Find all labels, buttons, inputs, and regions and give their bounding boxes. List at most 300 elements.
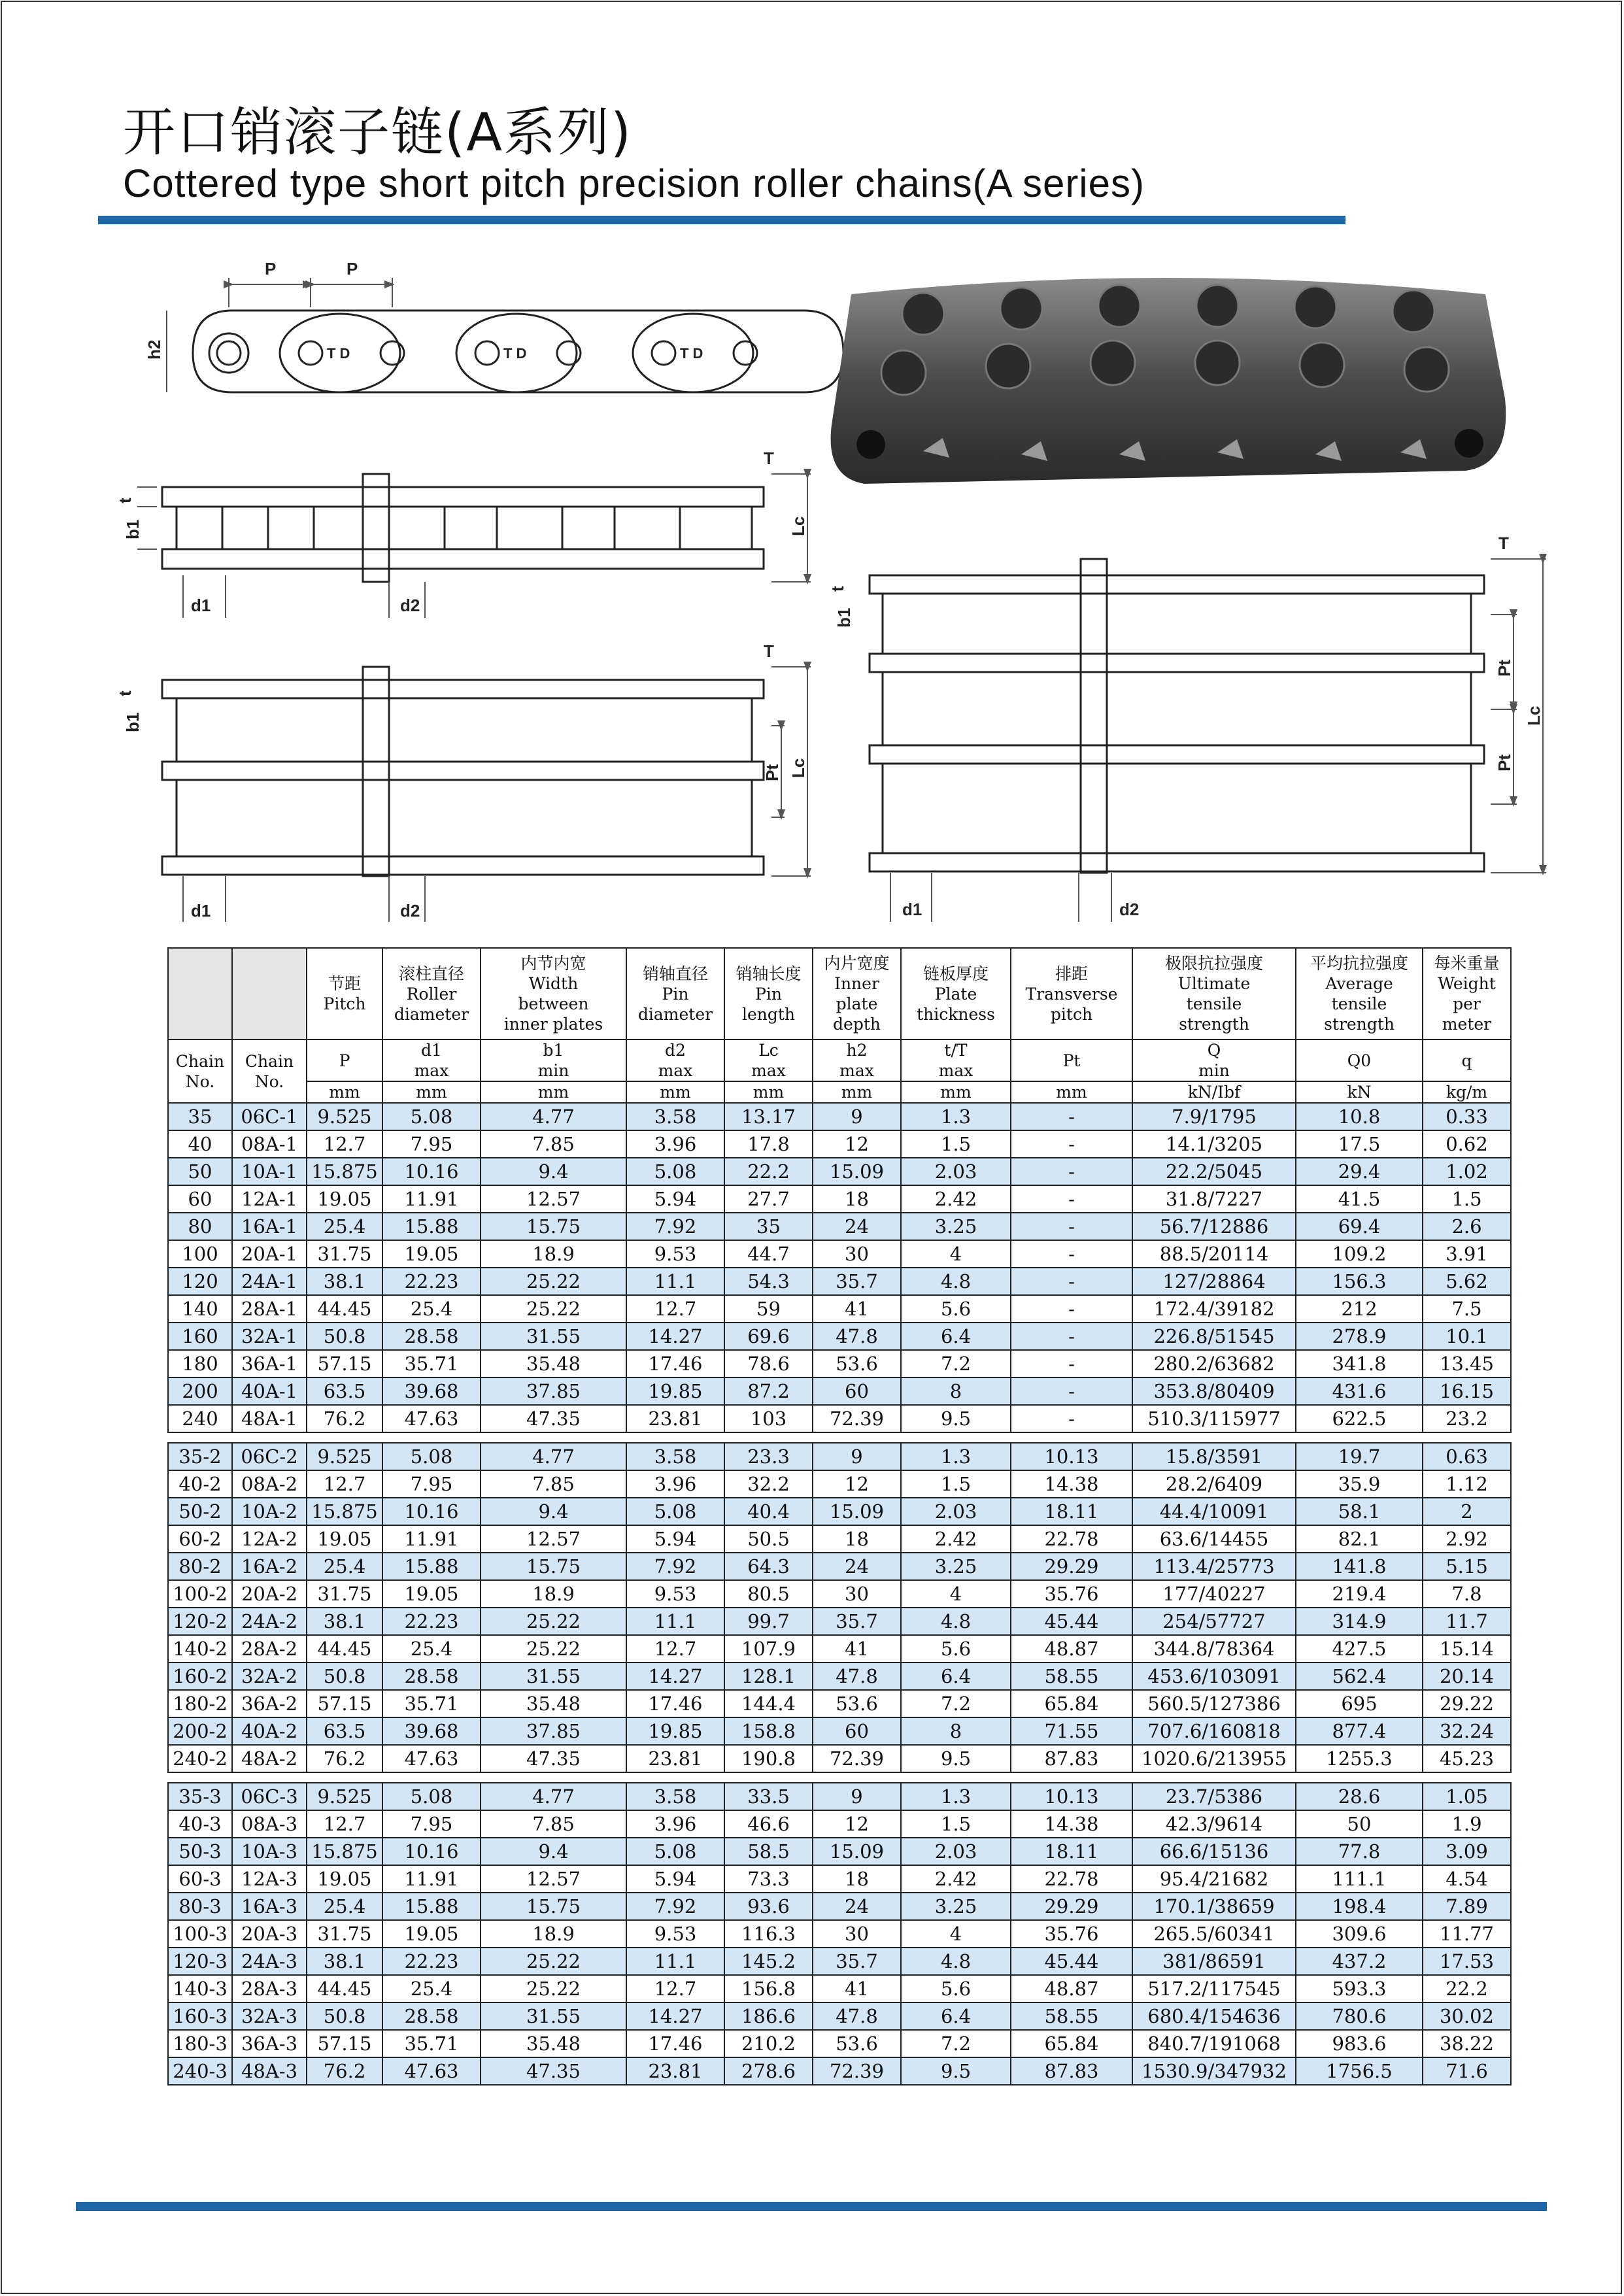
label-d2-3: d2	[1119, 900, 1140, 919]
label-t2: t	[115, 690, 135, 696]
table-cell: 37.85	[481, 1377, 626, 1405]
table-cell: 35	[168, 1103, 232, 1130]
table-cell: 10.8	[1296, 1103, 1423, 1130]
table-cell: 7.8	[1423, 1580, 1511, 1608]
table-cell: 9.525	[307, 1443, 382, 1470]
table-cell: 18	[813, 1525, 901, 1553]
table-cell: 120-2	[168, 1608, 232, 1635]
chain-photo	[825, 268, 1518, 503]
footer-bar	[76, 2202, 1547, 2211]
table-cell: 31.55	[481, 1663, 626, 1690]
table-row	[168, 1130, 1511, 1158]
table-cell: 31.55	[481, 2002, 626, 2030]
table-cell: 9.4	[481, 1838, 626, 1865]
table-cell: 30.02	[1423, 2002, 1511, 2030]
table-cell: 20A-1	[232, 1240, 307, 1268]
table-cell: 1.5	[1423, 1185, 1511, 1213]
table-cell: -	[1011, 1103, 1132, 1130]
table-cell: 23.81	[626, 1405, 724, 1432]
table-cell: 240-2	[168, 1745, 232, 1772]
table-cell: 3.91	[1423, 1240, 1511, 1268]
table-cell: 10A-1	[232, 1158, 307, 1185]
table-cell: -	[1011, 1295, 1132, 1323]
table-cell: 29.29	[1011, 1893, 1132, 1920]
table-cell: 20.14	[1423, 1663, 1511, 1690]
table-cell: 200-2	[168, 1717, 232, 1745]
table-cell: 58.55	[1011, 1663, 1132, 1690]
table-cell: 7.85	[481, 1810, 626, 1838]
label-t1: t	[115, 498, 135, 503]
label-d1-3: d1	[902, 900, 922, 919]
table-cell: 6.4	[901, 1323, 1011, 1350]
table-cell: 2.6	[1423, 1213, 1511, 1240]
table-cell: 22.2/5045	[1132, 1158, 1296, 1185]
table-cell: 19.05	[307, 1185, 382, 1213]
table-cell: 4.8	[901, 1268, 1011, 1295]
table-cell: 180-3	[168, 2030, 232, 2057]
table-cell: 10A-2	[232, 1498, 307, 1525]
table-cell: 5.08	[626, 1498, 724, 1525]
table-cell: 40-3	[168, 1810, 232, 1838]
table-cell: 44.45	[307, 1975, 382, 2002]
table-cell: 10A-3	[232, 1838, 307, 1865]
table-cell: 69.6	[724, 1323, 813, 1350]
table-cell: 5.6	[901, 1975, 1011, 2002]
table-cell: 53.6	[813, 1350, 901, 1377]
table-cell: 42.3/9614	[1132, 1810, 1296, 1838]
table-cell: 18.11	[1011, 1838, 1132, 1865]
table-cell: 08A-3	[232, 1810, 307, 1838]
table-cell: 25.4	[382, 1975, 481, 2002]
table-cell: 22.78	[1011, 1525, 1132, 1553]
table-cell: 160	[168, 1323, 232, 1350]
table-cell: 53.6	[813, 1690, 901, 1717]
table-cell: 5.08	[626, 1838, 724, 1865]
table-cell: 25.4	[307, 1893, 382, 1920]
table-cell: 48A-3	[232, 2057, 307, 2085]
table-cell: 40	[168, 1130, 232, 1158]
table-cell: 11.1	[626, 1948, 724, 1975]
table-cell: 60-2	[168, 1525, 232, 1553]
table-cell: 212	[1296, 1295, 1423, 1323]
table-cell: 22.23	[382, 1608, 481, 1635]
table-cell: 141.8	[1296, 1553, 1423, 1580]
h-pin-d: 销轴直径 Pin diameter	[626, 948, 724, 1039]
table-cell: 41	[813, 1295, 901, 1323]
table-cell: 22.2	[724, 1158, 813, 1185]
table-cell: 06C-1	[232, 1103, 307, 1130]
table-cell: 0.33	[1423, 1103, 1511, 1130]
table-cell: 5.15	[1423, 1553, 1511, 1580]
table-cell: 32A-3	[232, 2002, 307, 2030]
table-row	[168, 2002, 1511, 2030]
table-cell: 35.76	[1011, 1920, 1132, 1948]
header-symbols-row: Chain No. Chain No. P d1 max b1 min d2 max Lc max h2 max t/T max Pt Q min Q0 q	[168, 1039, 1511, 1081]
table-cell: 06C-2	[232, 1443, 307, 1470]
table-cell: 10.13	[1011, 1783, 1132, 1810]
table-cell: 35.71	[382, 2030, 481, 2057]
table-cell: 57.15	[307, 1350, 382, 1377]
table-cell: 4	[901, 1580, 1011, 1608]
table-cell: 80	[168, 1213, 232, 1240]
table-cell: 50.8	[307, 1323, 382, 1350]
table-cell: 240	[168, 1405, 232, 1432]
label-d1-2: d1	[191, 901, 211, 920]
table-cell: 15.875	[307, 1838, 382, 1865]
table-cell: 160-3	[168, 2002, 232, 2030]
table-cell: 15.88	[382, 1893, 481, 1920]
table-cell: 50.5	[724, 1525, 813, 1553]
table-cell: 35.71	[382, 1690, 481, 1717]
table-cell: 3.25	[901, 1893, 1011, 1920]
table-cell: 695	[1296, 1690, 1423, 1717]
table-cell: 35.7	[813, 1608, 901, 1635]
table-cell: 1020.6/213955	[1132, 1745, 1296, 1772]
table-cell: 156.3	[1296, 1268, 1423, 1295]
table-cell: 80-3	[168, 1893, 232, 1920]
table-cell: 36A-1	[232, 1350, 307, 1377]
table-cell: 140-2	[168, 1635, 232, 1663]
table-cell: 9.5	[901, 1745, 1011, 1772]
table-cell: 1.5	[901, 1810, 1011, 1838]
table-cell: 54.3	[724, 1268, 813, 1295]
table-cell: 1.5	[901, 1130, 1011, 1158]
table-cell: 12A-1	[232, 1185, 307, 1213]
label-T1: T	[764, 448, 774, 468]
label-d2-2: d2	[400, 901, 420, 920]
table-cell: 145.2	[724, 1948, 813, 1975]
table-cell: 314.9	[1296, 1608, 1423, 1635]
table-cell: 240-3	[168, 2057, 232, 2085]
table-cell: 50.8	[307, 2002, 382, 2030]
table-cell: 170.1/38659	[1132, 1893, 1296, 1920]
table-cell: 11.1	[626, 1608, 724, 1635]
table-cell: 9.4	[481, 1498, 626, 1525]
table-row	[168, 1377, 1511, 1405]
table-cell: 109.2	[1296, 1240, 1423, 1268]
table-cell: 78.6	[724, 1350, 813, 1377]
table-cell: 9.525	[307, 1103, 382, 1130]
table-cell: 11.7	[1423, 1608, 1511, 1635]
page-title-cn: 开口销滚子链(A系列)	[123, 102, 633, 163]
duplex-view	[162, 667, 764, 876]
table-cell: 341.8	[1296, 1350, 1423, 1377]
table-cell: 44.45	[307, 1295, 382, 1323]
table-cell: 60	[813, 1717, 901, 1745]
table-cell: 44.7	[724, 1240, 813, 1268]
table-cell: 60	[813, 1377, 901, 1405]
table-cell: 219.4	[1296, 1580, 1423, 1608]
table-cell: 1255.3	[1296, 1745, 1423, 1772]
table-cell: 7.85	[481, 1470, 626, 1498]
table-cell: 3.58	[626, 1783, 724, 1810]
table-cell: 19.05	[382, 1580, 481, 1608]
table-cell: 427.5	[1296, 1635, 1423, 1663]
table-cell: -	[1011, 1268, 1132, 1295]
table-cell: 24	[813, 1893, 901, 1920]
table-cell: 20A-2	[232, 1580, 307, 1608]
table-cell: 80-2	[168, 1553, 232, 1580]
table-cell: 1756.5	[1296, 2057, 1423, 2085]
table-cell: 0.62	[1423, 1130, 1511, 1158]
table-cell: 3.25	[901, 1213, 1011, 1240]
table-cell: 24A-3	[232, 1948, 307, 1975]
label-lc3: Lc	[1524, 705, 1544, 726]
table-row	[168, 1158, 1511, 1185]
table-cell: 517.2/117545	[1132, 1975, 1296, 2002]
table-cell: 63.5	[307, 1377, 382, 1405]
table-cell: 7.89	[1423, 1893, 1511, 1920]
h-roller: 滚柱直径 Roller diameter	[382, 948, 481, 1039]
table-row	[168, 1213, 1511, 1240]
table-cell: 65.84	[1011, 1690, 1132, 1717]
table-cell: 11.91	[382, 1185, 481, 1213]
table-cell: 17.5	[1296, 1130, 1423, 1158]
table-cell: 23.7/5386	[1132, 1783, 1296, 1810]
table-cell: 12.7	[626, 1975, 724, 2002]
table-cell: 0.63	[1423, 1443, 1511, 1470]
table-cell: 39.68	[382, 1717, 481, 1745]
table-cell: 35.48	[481, 1690, 626, 1717]
table-cell: 7.95	[382, 1130, 481, 1158]
table-cell: 30	[813, 1920, 901, 1948]
table-cell: 12A-3	[232, 1865, 307, 1893]
table-cell: 680.4/154636	[1132, 2002, 1296, 2030]
table-row	[168, 1690, 1511, 1717]
table-cell: 622.5	[1296, 1405, 1423, 1432]
table-cell: 13.45	[1423, 1350, 1511, 1377]
table-cell: 50	[1296, 1810, 1423, 1838]
table-cell: 40-2	[168, 1470, 232, 1498]
table-cell: 31.75	[307, 1920, 382, 1948]
table-cell: 100-2	[168, 1580, 232, 1608]
table-cell: 12A-2	[232, 1525, 307, 1553]
table-cell: 10.16	[382, 1498, 481, 1525]
table-cell: 63.5	[307, 1717, 382, 1745]
table-cell: 226.8/51545	[1132, 1323, 1296, 1350]
table-cell: 1.05	[1423, 1783, 1511, 1810]
table-cell: 40A-2	[232, 1717, 307, 1745]
table-cell: 12	[813, 1810, 901, 1838]
table-cell: 59	[724, 1295, 813, 1323]
table-cell: 111.1	[1296, 1865, 1423, 1893]
table-cell: 14.27	[626, 1663, 724, 1690]
side-roller	[209, 333, 248, 373]
table-cell: 66.6/15136	[1132, 1838, 1296, 1865]
table-cell: 47.35	[481, 2057, 626, 2085]
table-cell: 47.63	[382, 1405, 481, 1432]
table-cell: 100-3	[168, 1920, 232, 1948]
table-cell: 19.85	[626, 1377, 724, 1405]
table-cell: 10.16	[382, 1158, 481, 1185]
table-cell: -	[1011, 1185, 1132, 1213]
table-row	[168, 1350, 1511, 1377]
table-cell: 48A-1	[232, 1405, 307, 1432]
table-cell: 3.96	[626, 1810, 724, 1838]
h-weight: 每米重量 Weight per meter	[1423, 948, 1511, 1039]
table-cell: 4.8	[901, 1608, 1011, 1635]
h-transverse: 排距 Transverse pitch	[1011, 948, 1132, 1039]
table-cell: 113.4/25773	[1132, 1553, 1296, 1580]
table-cell: 8	[901, 1377, 1011, 1405]
table-cell: 06C-3	[232, 1783, 307, 1810]
table-cell: 23.3	[724, 1443, 813, 1470]
table-cell: 140-3	[168, 1975, 232, 2002]
table-cell: 10.1	[1423, 1323, 1511, 1350]
table-cell: 47.8	[813, 1663, 901, 1690]
table-cell: 7.92	[626, 1893, 724, 1920]
group-separator	[168, 1772, 1511, 1783]
table-cell: 309.6	[1296, 1920, 1423, 1948]
table-cell: 93.6	[724, 1893, 813, 1920]
label-d1-1: d1	[191, 596, 211, 615]
table-cell: -	[1011, 1130, 1132, 1158]
label-lc2: Lc	[788, 758, 808, 778]
table-cell: 437.2	[1296, 1948, 1423, 1975]
table-cell: 56.7/12886	[1132, 1213, 1296, 1240]
table-cell: 58.1	[1296, 1498, 1423, 1525]
table-cell: 58.55	[1011, 2002, 1132, 2030]
table-cell: 2.03	[901, 1838, 1011, 1865]
table-cell: 5.94	[626, 1185, 724, 1213]
table-cell: 80.5	[724, 1580, 813, 1608]
table-cell: 983.6	[1296, 2030, 1423, 2057]
table-cell: 2.03	[901, 1498, 1011, 1525]
table-cell: 127/28864	[1132, 1268, 1296, 1295]
table-cell: 4	[901, 1920, 1011, 1948]
table-row	[168, 1185, 1511, 1213]
table-cell: 120-3	[168, 1948, 232, 1975]
table-cell: 172.4/39182	[1132, 1295, 1296, 1323]
table-cell: 28A-3	[232, 1975, 307, 2002]
table-cell: 31.55	[481, 1323, 626, 1350]
table-cell: 7.85	[481, 1130, 626, 1158]
table-cell: 29.4	[1296, 1158, 1423, 1185]
table-cell: 103	[724, 1405, 813, 1432]
table-cell: 13.17	[724, 1103, 813, 1130]
h-chain-no: Chain No.	[168, 1039, 232, 1103]
table-cell: 22.78	[1011, 1865, 1132, 1893]
table-cell: 69.4	[1296, 1213, 1423, 1240]
table-cell: 9.53	[626, 1920, 724, 1948]
table-cell: 35.9	[1296, 1470, 1423, 1498]
table-cell: 353.8/80409	[1132, 1377, 1296, 1405]
table-cell: 08A-1	[232, 1130, 307, 1158]
table-cell: 12.57	[481, 1865, 626, 1893]
table-cell: -	[1011, 1377, 1132, 1405]
table-row	[168, 1498, 1511, 1525]
table-cell: 5.94	[626, 1865, 724, 1893]
table-cell: 344.8/78364	[1132, 1635, 1296, 1663]
table-cell: 47.8	[813, 2002, 901, 2030]
table-row	[168, 1553, 1511, 1580]
table-cell: 25.22	[481, 1948, 626, 1975]
h-width: 内节内宽 Width between inner plates	[481, 948, 626, 1039]
table-cell: 5.08	[382, 1783, 481, 1810]
spec-table	[167, 947, 1512, 2085]
table-cell: 35.7	[813, 1268, 901, 1295]
table-cell: 22.23	[382, 1948, 481, 1975]
table-cell: 1.3	[901, 1443, 1011, 1470]
table-cell: 17.53	[1423, 1948, 1511, 1975]
table-cell: 4.77	[481, 1443, 626, 1470]
table-cell: 7.95	[382, 1810, 481, 1838]
table-cell: 28A-1	[232, 1295, 307, 1323]
table-cell: 177/40227	[1132, 1580, 1296, 1608]
table-cell: 15.875	[307, 1158, 382, 1185]
label-d2-1: d2	[400, 596, 420, 615]
table-cell: 12.7	[626, 1295, 724, 1323]
table-cell: 4	[901, 1240, 1011, 1268]
table-cell: 15.09	[813, 1158, 901, 1185]
table-cell: 9	[813, 1103, 901, 1130]
table-cell: 4.77	[481, 1783, 626, 1810]
table-row	[168, 1405, 1511, 1432]
table-cell: 7.95	[382, 1470, 481, 1498]
table-cell: 18.9	[481, 1580, 626, 1608]
table-cell: 877.4	[1296, 1717, 1423, 1745]
table-cell: 60-3	[168, 1865, 232, 1893]
label-p1: P	[265, 259, 277, 279]
table-cell: 25.4	[382, 1635, 481, 1663]
table-cell: 3.96	[626, 1130, 724, 1158]
table-cell: 100	[168, 1240, 232, 1268]
table-cell: 47.63	[382, 2057, 481, 2085]
table-cell: 16A-2	[232, 1553, 307, 1580]
table-cell: 17.46	[626, 2030, 724, 2057]
table-cell: 47.8	[813, 1323, 901, 1350]
table-cell: 190.8	[724, 1745, 813, 1772]
table-cell: 95.4/21682	[1132, 1865, 1296, 1893]
table-cell: 41	[813, 1635, 901, 1663]
table-cell: 45.44	[1011, 1948, 1132, 1975]
table-cell: 5.6	[901, 1635, 1011, 1663]
table-cell: 19.05	[307, 1865, 382, 1893]
table-cell: 160-2	[168, 1663, 232, 1690]
table-cell: 76.2	[307, 2057, 382, 2085]
table-row	[168, 1717, 1511, 1745]
table-cell: 24	[813, 1553, 901, 1580]
label-T2: T	[764, 641, 774, 661]
table-cell: 15.75	[481, 1893, 626, 1920]
table-cell: 14.27	[626, 1323, 724, 1350]
table-cell: 57.15	[307, 1690, 382, 1717]
table-row	[168, 1240, 1511, 1268]
table-cell: 10.13	[1011, 1443, 1132, 1470]
h-pitch: 节距 Pitch	[307, 948, 382, 1039]
table-cell: 8	[901, 1717, 1011, 1745]
table-cell: 6.4	[901, 2002, 1011, 2030]
table-row	[168, 1783, 1511, 1810]
table-cell: 15.09	[813, 1498, 901, 1525]
table-row	[168, 1838, 1511, 1865]
table-cell: 28.58	[382, 1323, 481, 1350]
table-row	[168, 1893, 1511, 1920]
table-cell: 32.24	[1423, 1717, 1511, 1745]
table-cell: 18.9	[481, 1920, 626, 1948]
table-cell: 158.8	[724, 1717, 813, 1745]
table-cell: 510.3/115977	[1132, 1405, 1296, 1432]
table-cell: 48.87	[1011, 1975, 1132, 2002]
table-cell: 32A-2	[232, 1663, 307, 1690]
header-names-row	[168, 948, 1511, 1039]
table-cell: 19.85	[626, 1717, 724, 1745]
table-cell: 9.525	[307, 1783, 382, 1810]
table-cell: 38.1	[307, 1608, 382, 1635]
table-cell: 180	[168, 1350, 232, 1377]
table-cell: 71.55	[1011, 1717, 1132, 1745]
table-cell: 12.57	[481, 1185, 626, 1213]
